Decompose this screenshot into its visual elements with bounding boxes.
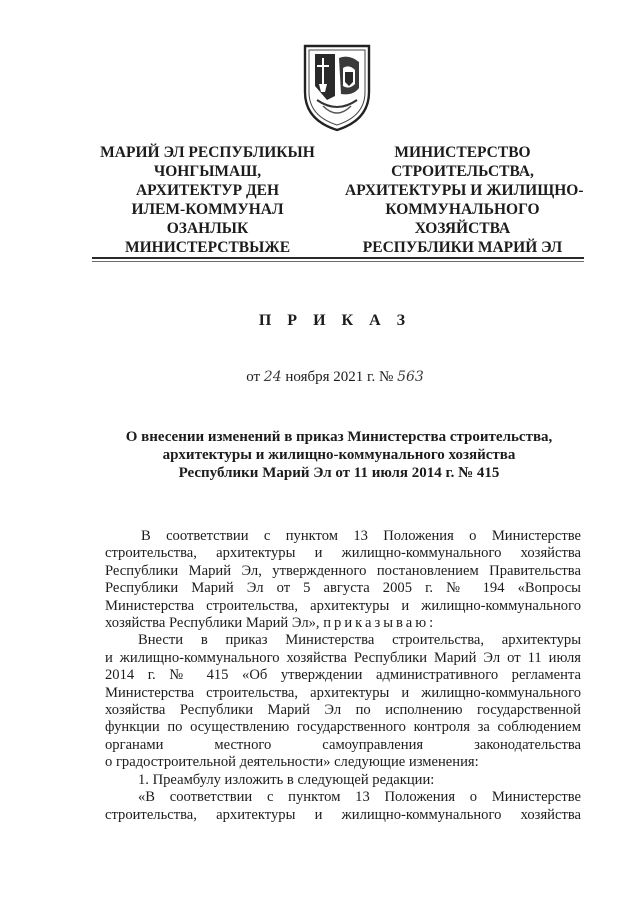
body-line: строительства, архитектуры и жилищно-коммунального хозяйства [105,545,581,562]
date-middle: ноября 2021 г. № [285,369,394,385]
date-day-handwritten: 24 [263,369,282,385]
body-line: функции по осуществлению государственного контроля за соблюдением [105,719,581,736]
subject-line: Республики Марий Эл от 11 июля 2014 г. № 415 [178,465,500,481]
body-line: 2014 г. № 415 «Об утверждении административного регламента [105,667,581,684]
body-line: В соответствии с пунктом 13 Положения о Министерстве [141,528,581,544]
body-line: Внести в приказ Министерства строительства, архитектуры [138,632,581,649]
body-line: Министерства строительства, архитектуры и жилищно-коммунального [105,684,581,701]
order-body [105,528,581,824]
header-left-line: МИНИСТЕРСТВЫЖЕ [124,239,291,256]
body-line: и жилищно-коммунального хозяйства Республики Марий Эл от 11 июля [105,649,581,666]
subject-line: О внесении изменений в приказ Министерства строительства, [125,429,553,445]
body-line: Министерства строительства, архитектуры и жилищно-коммунального [105,597,581,614]
body-line: о градостроительной деятельности» следующие изменения: [105,754,479,771]
header-left-line: АРХИТЕКТУР ДЕН [135,182,280,199]
header-right-line: КОММУНАЛЬНОГО [385,201,540,218]
header-left-line: ОЗАНЛЫК [166,220,249,237]
header-left-line: ЧОНГЫМАШ, [153,163,262,180]
header-right-line: ХОЗЯЙСТВА [414,220,511,237]
order-subject [118,428,560,482]
header-divider-thin [92,261,584,262]
date-prefix: от [246,369,261,385]
body-line: Республики Марий Эл от 5 августа 2005 г. № 194 «Вопросы [105,580,581,597]
body-line [105,615,581,632]
header-divider [92,257,584,259]
order-date-line [0,369,640,386]
subject-line: архитектуры и жилищно-коммунального хозяйства [162,447,516,463]
header-left-marian [95,143,320,257]
body-line: органами местного самоуправления законодательства [105,736,581,753]
body-line: Республики Марий Эл, утвержденного постановлением Правительства [105,562,581,579]
header-right-russian [345,143,584,257]
order-number-handwritten: 563 [397,369,424,385]
body-line: «В соответствии с пунктом 13 Положения о Министерстве [138,789,581,806]
body-text: хозяйства Республики Марий Эл», [105,615,320,632]
header-left-line: МАРИЙ ЭЛ РЕСПУБЛИКЫН [100,144,315,161]
header-right-line: АРХИТЕКТУРЫ И ЖИЛИЩНО- [345,182,584,199]
header-left-line: ИЛЕМ-КОММУНАЛ [131,201,284,218]
body-line: строительства, архитектуры и жилищно-коммунального хозяйства [105,806,581,823]
document-title: П Р И К А З [258,312,412,329]
header-right-line: РЕСПУБЛИКИ МАРИЙ ЭЛ [362,239,563,256]
body-line: 1. Преамбулу изложить в следующей редакции: [138,771,435,788]
body-line: хозяйства Республики Марий Эл по исполнению государственной [105,702,581,719]
header-right-line: МИНИСТЕРСТВО [394,144,531,161]
header-right-line: СТРОИТЕЛЬСТВА, [391,163,534,180]
order-directive: приказываю: [323,615,437,632]
coat-of-arms-emblem [297,40,377,134]
